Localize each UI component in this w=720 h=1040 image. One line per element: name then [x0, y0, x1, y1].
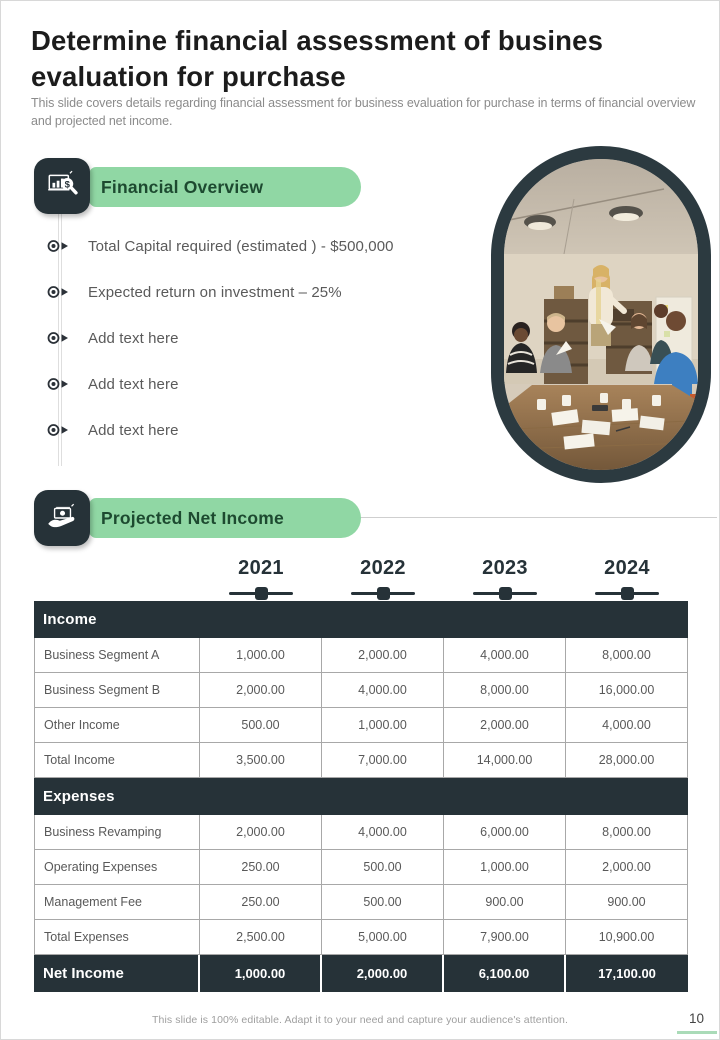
projected-net-income-table: [34, 601, 688, 992]
table-row: [34, 885, 688, 920]
row-label: Total Expenses: [34, 920, 200, 955]
table-cell: 900.00: [444, 885, 566, 920]
row-label: Other Income: [34, 708, 200, 743]
net-income-cell: 6,100.00: [444, 955, 566, 992]
title-line-1: Determine financial assessment of busines: [31, 25, 604, 56]
year-header-2024: 2024: [604, 557, 650, 579]
svg-text:$: $: [64, 179, 70, 191]
bullet-item: [47, 223, 467, 269]
row-label: Operating Expenses: [34, 850, 200, 885]
table-row: [34, 815, 688, 850]
income-section-header: Income: [34, 601, 688, 638]
row-label: Total Income: [34, 743, 200, 778]
financial-overview-heading: Financial Overview: [101, 176, 264, 197]
table-row: [34, 638, 688, 673]
year-marker: [200, 587, 322, 600]
financial-overview-bullet-list: [47, 223, 467, 453]
slide-subtitle: This slide covers details regarding financial assessment for business evaluation for purchase in terms of financial overview and projected net income.: [31, 96, 696, 129]
table-cell: 8,000.00: [566, 638, 688, 673]
year-marker: [566, 587, 688, 600]
bullet-item: [47, 361, 467, 407]
table-cell: 500.00: [200, 708, 322, 743]
eye-target-arrow-icon: [47, 285, 72, 299]
table-cell: 250.00: [200, 850, 322, 885]
header-connector-line: [359, 517, 717, 518]
hand-holding-cash-icon: [44, 500, 80, 536]
table-cell: 7,000.00: [322, 743, 444, 778]
bullet-text: Total Capital required (estimated ) - $500,000: [88, 237, 394, 255]
bullet-item: [47, 315, 467, 361]
eye-target-arrow-icon: [47, 331, 72, 345]
add-text-placeholder[interactable]: Add text here: [88, 421, 179, 439]
table-cell: 2,000.00: [566, 850, 688, 885]
page-title: [31, 23, 687, 95]
eye-target-arrow-icon: [47, 377, 72, 391]
table-cell: 16,000.00: [566, 673, 688, 708]
table-cell: 5,000.00: [322, 920, 444, 955]
year-header-2022: 2022: [360, 557, 406, 579]
table-row: [34, 673, 688, 708]
year-marker: [322, 587, 444, 600]
table-cell: 1,000.00: [444, 850, 566, 885]
table-cell: 4,000.00: [566, 708, 688, 743]
page-number-underline: [677, 1031, 717, 1034]
table-cell: 8,000.00: [444, 673, 566, 708]
year-header-2021: 2021: [238, 557, 284, 579]
table-cell: 2,000.00: [200, 815, 322, 850]
net-income-label: Net Income: [34, 955, 200, 992]
bullet-item: [47, 269, 467, 315]
financial-overview-icon-tile: [34, 158, 90, 214]
table-cell: 250.00: [200, 885, 322, 920]
table-row: [34, 850, 688, 885]
table-cell: 2,000.00: [200, 673, 322, 708]
net-income-cell: 17,100.00: [598, 966, 656, 981]
table-cell: 2,000.00: [322, 638, 444, 673]
table-cell: 8,000.00: [566, 815, 688, 850]
row-label: Business Segment B: [34, 673, 200, 708]
table-cell: 4,000.00: [444, 638, 566, 673]
page-number: 10: [689, 1011, 705, 1026]
bullet-item: [47, 407, 467, 453]
year-marker: [444, 587, 566, 600]
projected-net-income-heading: Projected Net Income: [101, 507, 284, 528]
table-row: [34, 743, 688, 778]
table-cell: 1,000.00: [200, 638, 322, 673]
financial-overview-header-pill: [89, 167, 361, 207]
table-cell: 2,500.00: [200, 920, 322, 955]
net-income-cell: 1,000.00: [200, 955, 322, 992]
footer-note: This slide is 100% editable. Adapt it to your need and capture your audience's attention.: [152, 1014, 568, 1026]
bullet-text: Expected return on investment – 25%: [88, 283, 342, 301]
chart-magnifier-dollar-icon: [44, 168, 80, 204]
eye-target-arrow-icon: [47, 423, 72, 437]
table-cell: 4,000.00: [322, 815, 444, 850]
row-label: Business Segment A: [34, 638, 200, 673]
add-text-placeholder[interactable]: Add text here: [88, 329, 179, 347]
table-cell: 500.00: [322, 850, 444, 885]
table-row: [34, 920, 688, 955]
table-cell: 500.00: [322, 885, 444, 920]
expenses-section-header: Expenses: [34, 778, 688, 815]
meeting-photo-illustration: [504, 159, 698, 470]
row-label: Business Revamping: [34, 815, 200, 850]
table-cell: 14,000.00: [444, 743, 566, 778]
year-header-2023: 2023: [482, 557, 528, 579]
table-cell: 900.00: [566, 885, 688, 920]
table-cell: 1,000.00: [322, 708, 444, 743]
table-cell: 7,900.00: [444, 920, 566, 955]
meeting-photo: [491, 146, 711, 483]
projected-net-income-icon-tile: [34, 490, 90, 546]
net-income-cell: 2,000.00: [322, 955, 444, 992]
projected-net-income-header-pill: [89, 498, 361, 538]
title-line-2: evaluation for purchase: [31, 60, 346, 92]
table-row: [34, 708, 688, 743]
table-cell: 3,500.00: [200, 743, 322, 778]
table-cell: 6,000.00: [444, 815, 566, 850]
add-text-placeholder[interactable]: Add text here: [88, 375, 179, 393]
net-income-row: [34, 955, 688, 992]
table-cell: 10,900.00: [566, 920, 688, 955]
table-cell: 2,000.00: [444, 708, 566, 743]
eye-target-arrow-icon: [47, 239, 72, 253]
row-label: Management Fee: [34, 885, 200, 920]
table-cell: 28,000.00: [566, 743, 688, 778]
table-cell: 4,000.00: [322, 673, 444, 708]
